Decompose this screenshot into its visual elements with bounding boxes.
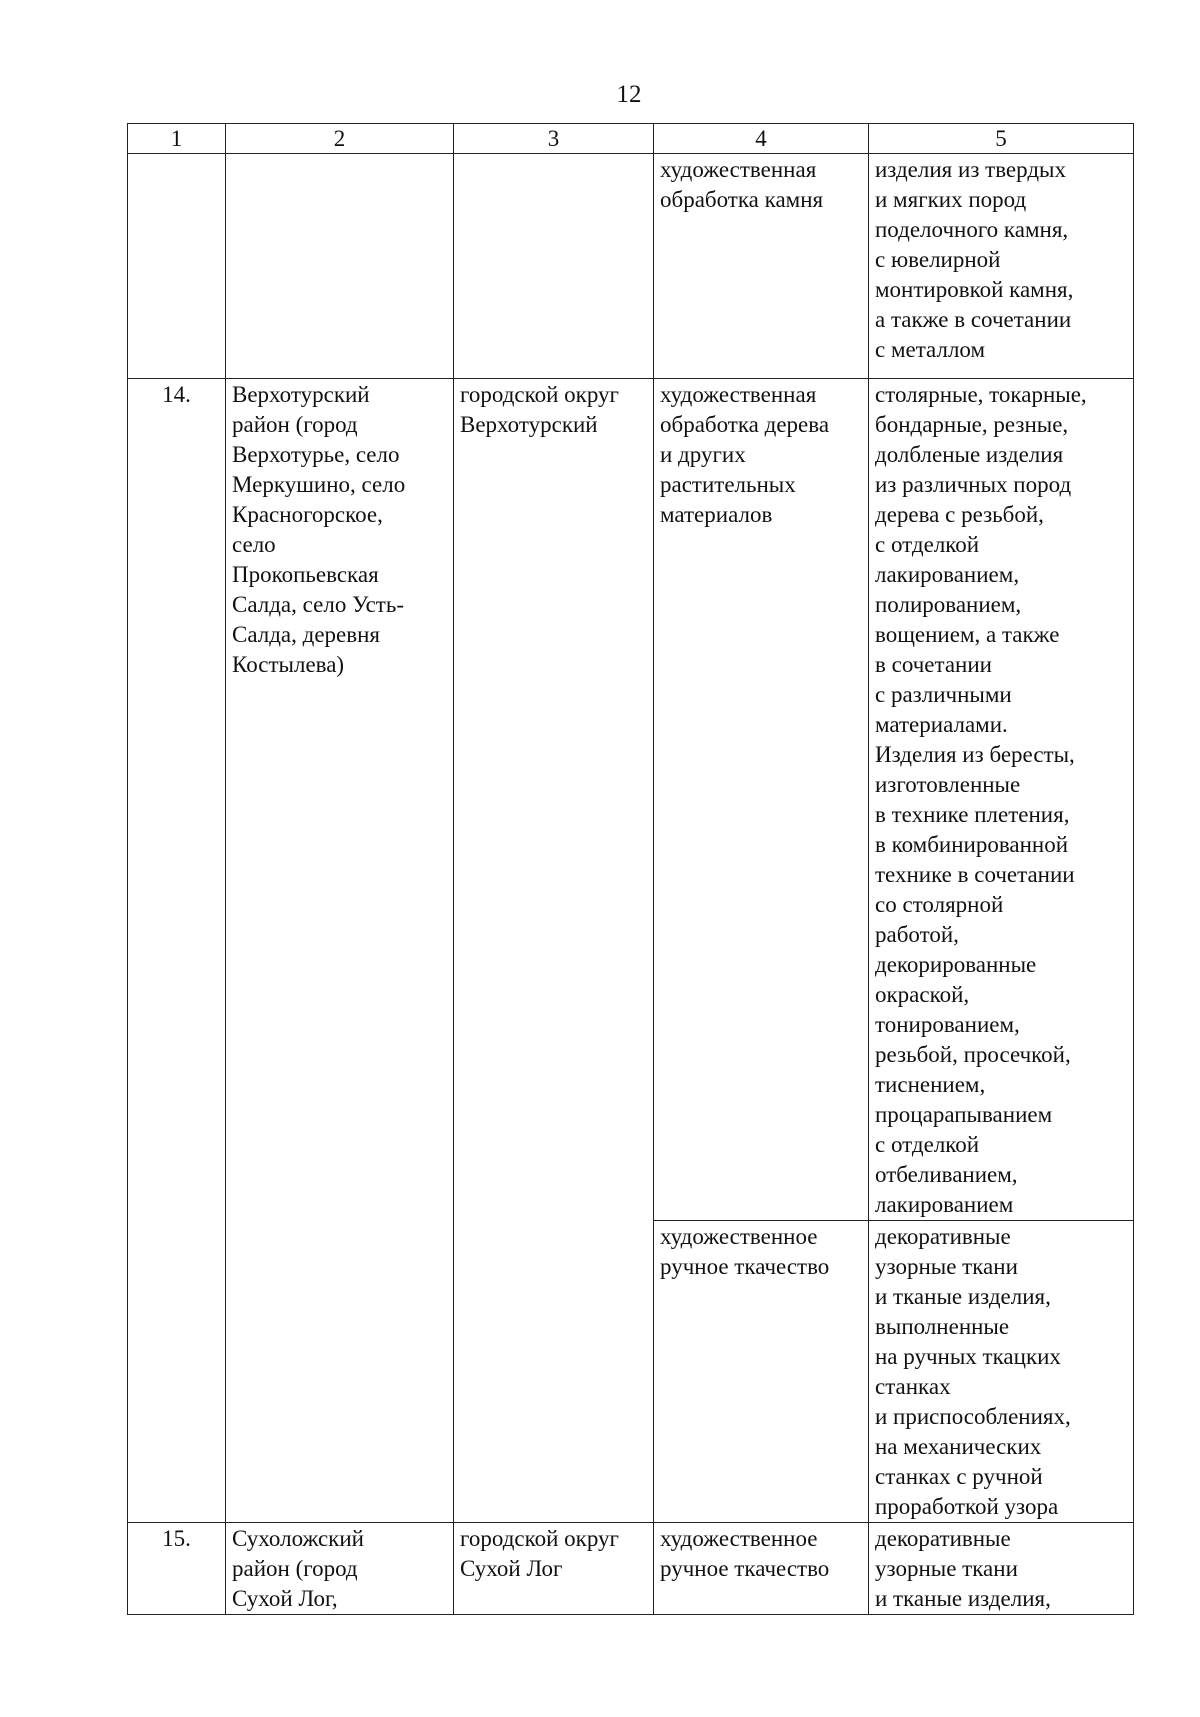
municipality-cell: городской округ Верхотурский — [454, 379, 654, 1523]
products-cell: декоративные узорные ткани и тканые изделия, выполненные на ручных ткацких станках и приспособлениях, на механических станках с ручной проработкой узора — [869, 1221, 1134, 1523]
header-cell: 1 — [128, 124, 226, 154]
table-row — [128, 154, 1134, 379]
district-cell: Сухоложский район (город Сухой Лог, — [226, 1523, 454, 1615]
craft-cell: художественное ручное ткачество — [654, 1523, 869, 1615]
header-row — [128, 124, 1134, 154]
products-cell: столярные, токарные, бондарные, резные, долбленые изделия из различных пород дерева с резьбой, с отделкой лакированием, полированием, вощением, а также в сочетании с различными материалами. Изделия из бересты, изготовленные в технике плетения, в комбинированной технике в сочетании со столярной работой, декорированные окраской, тонированием, резьбой, просечкой, тиснением, процарапыванием с отделкой отбеливанием, лакированием — [869, 379, 1134, 1221]
row-number-cell — [128, 154, 226, 379]
header-cell: 4 — [654, 124, 869, 154]
row-number-cell: 15. — [128, 1523, 226, 1615]
craft-cell: художественная обработка камня — [654, 154, 869, 379]
header-cell: 2 — [226, 124, 454, 154]
products-cell: декоративные узорные ткани и тканые изделия, — [869, 1523, 1134, 1615]
municipality-cell: городской округ Сухой Лог — [454, 1523, 654, 1615]
district-cell — [226, 154, 454, 379]
craft-cell: художественное ручное ткачество — [654, 1221, 869, 1523]
row-number-cell: 14. — [128, 379, 226, 1523]
header-cell: 3 — [454, 124, 654, 154]
municipality-cell — [454, 154, 654, 379]
craft-cell: художественная обработка дерева и других растительных материалов — [654, 379, 869, 1221]
crafts-table — [127, 123, 1134, 1615]
district-cell: Верхотурский район (город Верхотурье, село Меркушино, село Красногорское, село Прокопьевская Салда, село Усть- Салда, деревня Костылева) — [226, 379, 454, 1523]
products-cell: изделия из твердых и мягких пород поделочного камня, с ювелирной монтировкой камня, а также в сочетании с металлом — [869, 154, 1134, 379]
page-number: 12 — [616, 81, 642, 108]
table-row — [128, 379, 1134, 1221]
table-row — [128, 1523, 1134, 1615]
header-cell: 5 — [869, 124, 1134, 154]
